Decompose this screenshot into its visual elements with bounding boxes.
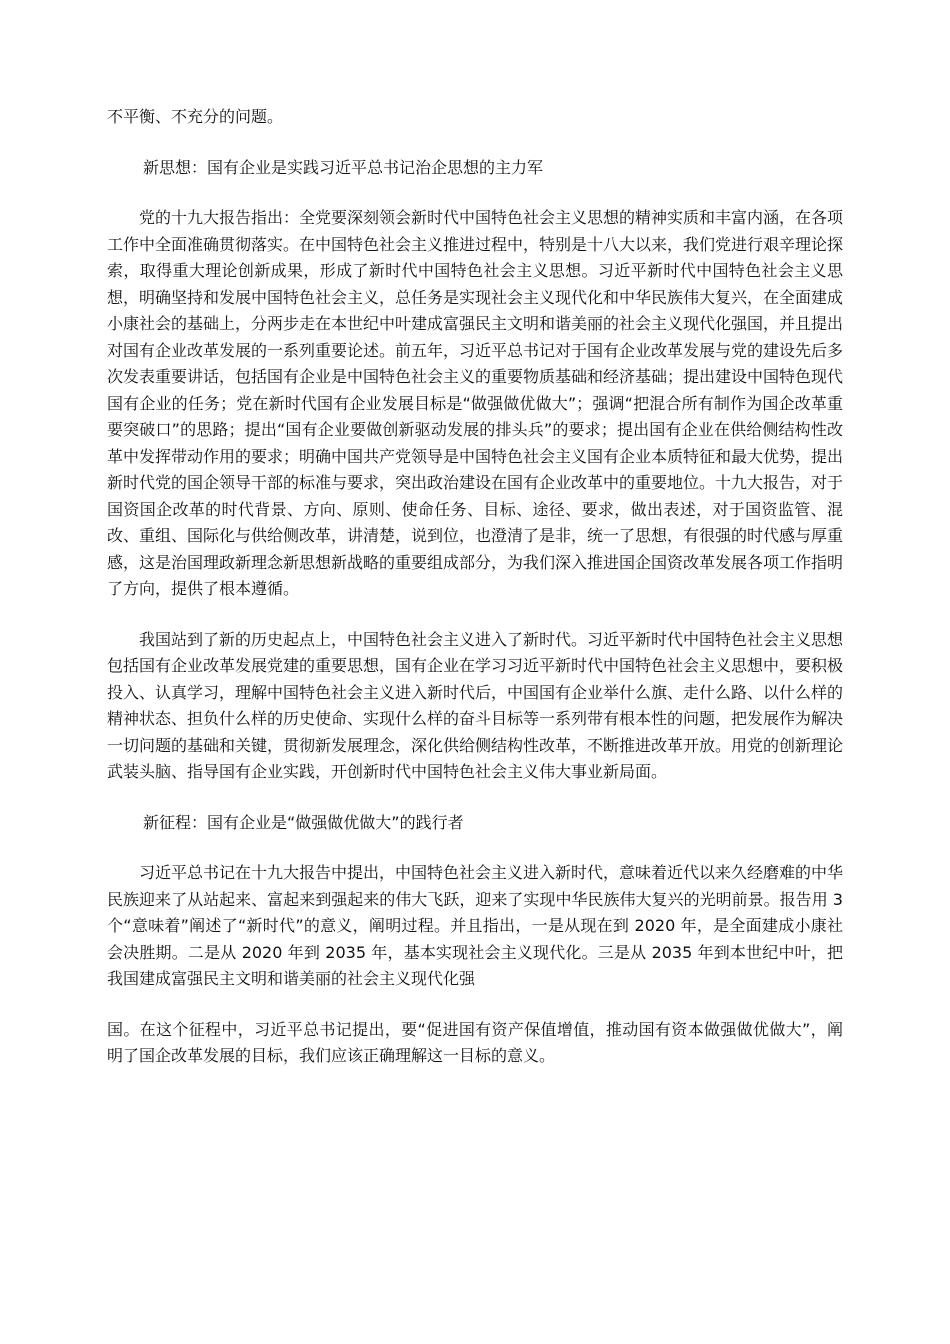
paragraph-new-era: 我国站到了新的历史起点上，中国特色社会主义进入了新时代。习近平新时代中国特色社会主义思想包括国有企业改革发展党建的重要思想，国有企业在学习习近平新时代中国特色社会主义思想中，要积极投入、认真学习，理解中国特色社会主义进入新时代后，中国国有企业举什么旗、走什么路、以什么样的精神状态、担负什么样的历史使命、实现什么样的奋斗目标等一系列带有根本性的问题，把发展作为解决一切问题的基础和关键，贯彻新发展理念，深化供给侧结构性改革，不断推进改革开放。用党的创新理论武装头脑、指导国有企业实践，开创新时代中国特色社会主义伟大事业新局面。 xyxy=(107,629,844,781)
document-body xyxy=(107,104,843,1094)
paragraph-continuation: 不平衡、不充分的问题。 xyxy=(107,107,284,126)
section-heading-new-journey: 新征程：国有企业是“做强做优做大”的践行者 xyxy=(143,812,464,832)
paragraph-report-thought: 党的十九大报告指出：全党要深刻领会新时代中国特色社会主义思想的精神实质和丰富内涵，在各项工作中全面准确贯彻落实。在中国特色社会主义推进过程中，特别是十八大以来，我们党进行艰辛理论探索，取得重大理论创新成果，形成了新时代中国特色社会主义思想。习近平新时代中国特色社会主义思想，明确坚持和发展中国特色社会主义，总任务是实现社会主义现代化和中华民族伟大复兴，在全面建成小康社会的基础上，分两步走在本世纪中叶建成富强民主文明和谐美丽的社会主义现代化强国，并且提出对国有企业改革发展的一系列重要论述。前五年，习近平总书记对于国有企业改革发展与党的建设先后多次发表重要讲话，包括国有企业是中国特色社会主义的重要物质基础和经济基础；提出建设中国特色现代国有企业的任务；党在新时代国有企业发展目标是“做强做优做大”；强调“把混合所有制作为国企改革重要突破口”的思路；提出“国有企业要做创新驱动发展的排头兵”的要求；提出国有企业在供给侧结构性改革中发挥带动作用的要求；明确中国共产党领导是中国特色社会主义国有企业本质特征和最大优势，提出新时代党的国企领导干部的标准与要求，突出政治建设在国有企业改革中的重要地位。十九大报告，对于国资国企改革的时代背景、方向、原则、使命任务、目标、途径、要求，做出表述，对于国资监管、混改、重组、国际化与供给侧改革，讲清楚，说到位，也澄清了是非，统一了思想，有很强的时代感与厚重感，这是治国理政新理念新思想新战略的重要组成部分，为我们深入推进国企国资改革发展各项工作指明了方向，提供了根本遵循。 xyxy=(107,208,844,598)
section-heading-new-thought: 新思想：国有企业是实践习近平总书记治企思想的主力军 xyxy=(143,157,544,177)
paragraph-journey: 习近平总书记在十九大报告中提出，中国特色社会主义进入新时代，意味着近代以来久经磨难的中华民族迎来了从站起来、富起来到强起来的伟大飞跃，迎来了实现中华民族伟大复兴的光明前景。报告用 3 个“意味着”阐述了“新时代”的意义，阐明过程。并且指出，一是从现在到 2020 年，是全面建成小康社会决胜期。二是从 2020 年到 2035 年，基本实现社会主义现代化。三是从 2035 年到本世纪中叶，把我国建成富强民主文明和谐美丽的社会主义现代化强 xyxy=(107,863,844,988)
paragraph-journey-continued: 国。在这个征程中，习近平总书记提出，要“促进国有资产保值增值，推动国有资本做强做优做大”，阐明了国企改革发展的目标，我们应该正确理解这一目标的意义。 xyxy=(107,1019,843,1065)
